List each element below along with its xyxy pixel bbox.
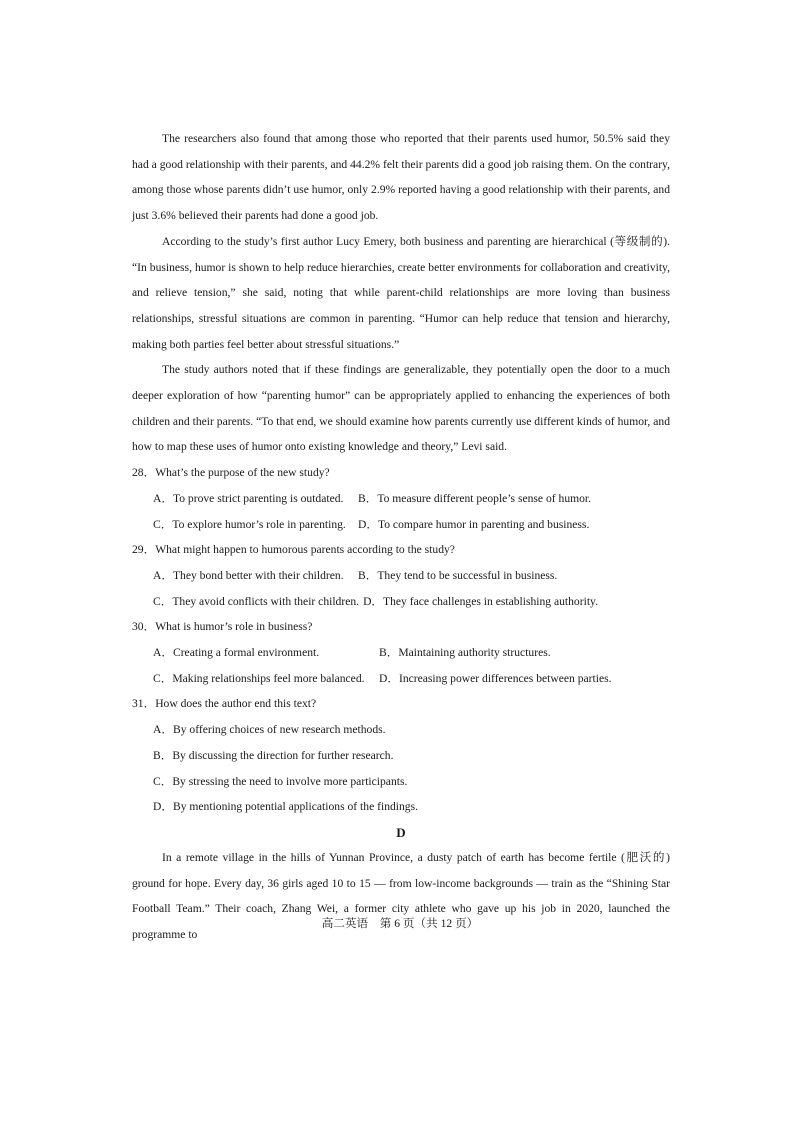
option-d: D．By mentioning potential applications of the findings.	[153, 800, 419, 814]
section-heading-d: D	[396, 824, 406, 840]
option-b: B．Maintaining authority structures.	[379, 646, 551, 660]
question-stem: 28．What’s the purpose of the new study?	[132, 466, 330, 480]
passage-c-paragraph: The researchers also found that among those who reported that their parents used humor, 50.5% said they had a good relationship with their parents, and 44.2% felt their parents did a good job raising them. On the contrary, among those whose parents didn’t use humor, only 2.9% reported having a good relationship with their parents, and just 3.6% believed their parents had done a good job.	[132, 132, 670, 223]
option-d: D．They face challenges in establishing authority.	[363, 594, 598, 608]
question-29	[132, 537, 670, 614]
option-a: A．They bond better with their children.	[153, 568, 344, 582]
passage-c-paragraph: The study authors noted that if these findings are generalizable, they potentially open the door to a much deeper exploration of how “parenting humor” can be appropriately applied to enhancing the experiences of both children and their parents. “To that end, we should examine how parents currently use different kinds of humor, and how to map these uses of humor onto existing knowledge and theory,” Levi said.	[132, 363, 670, 454]
question-stem: 31．How does the author end this text?	[132, 697, 317, 711]
option-a: A．By offering choices of new research methods.	[153, 723, 386, 737]
option-row	[132, 512, 670, 538]
passage-c-paragraph: According to the study’s first author Lucy Emery, both business and parenting are hierarchical (等级制的). “In business, humor is shown to help reduce hierarchies, create better environments for collaboration and creativity, and relieve tension,” she said, noting that while parent-child relationships are more loving than business relationships, stressful situations are common in parenting. “Humor can help reduce that tension and hierarchy, making both parties feel better about stressful situations.”	[132, 234, 670, 351]
page-content	[132, 126, 670, 948]
option-row	[132, 486, 670, 512]
question-30	[132, 614, 670, 691]
option-a: A．To prove strict parenting is outdated.	[153, 491, 344, 505]
option-a: A．Creating a formal environment.	[153, 646, 320, 660]
option-c: C．To explore humor’s role in parenting.	[153, 517, 346, 531]
option-row	[132, 666, 670, 692]
option-c: C．Making relationships feel more balanced.	[153, 671, 365, 685]
question-stem: 30．What is humor’s role in business?	[132, 620, 313, 634]
option-c: C．They avoid conflicts with their children.	[153, 594, 360, 608]
option-b: B．They tend to be successful in business.	[358, 568, 558, 582]
page-footer: 高二英语 第 6 页（共 12 页）	[321, 917, 479, 930]
question-stem: 29．What might happen to humorous parents according to the study?	[132, 543, 455, 557]
question-28	[132, 460, 670, 537]
option-row	[132, 640, 670, 666]
option-b: B．To measure different people’s sense of humor.	[358, 491, 592, 505]
option-row	[132, 563, 670, 589]
option-c: C．By stressing the need to involve more participants.	[153, 774, 408, 788]
option-d: D．To compare humor in parenting and business.	[358, 517, 590, 531]
passage-d-paragraph: In a remote village in the hills of Yunnan Province, a dusty patch of earth has become fertile (肥沃的) ground for hope. Every day, 36 girls aged 10 to 15 — from low-income backgrounds — train as the “Shining Star Football Team.” Their coach, Zhang Wei, a former city athlete who gave up his job in 2020, launched the programme to	[132, 850, 670, 942]
option-d: D．Increasing power differences between parties.	[379, 671, 612, 685]
option-row	[132, 589, 670, 615]
question-31	[132, 691, 670, 820]
option-b: B．By discussing the direction for further research.	[153, 748, 394, 762]
